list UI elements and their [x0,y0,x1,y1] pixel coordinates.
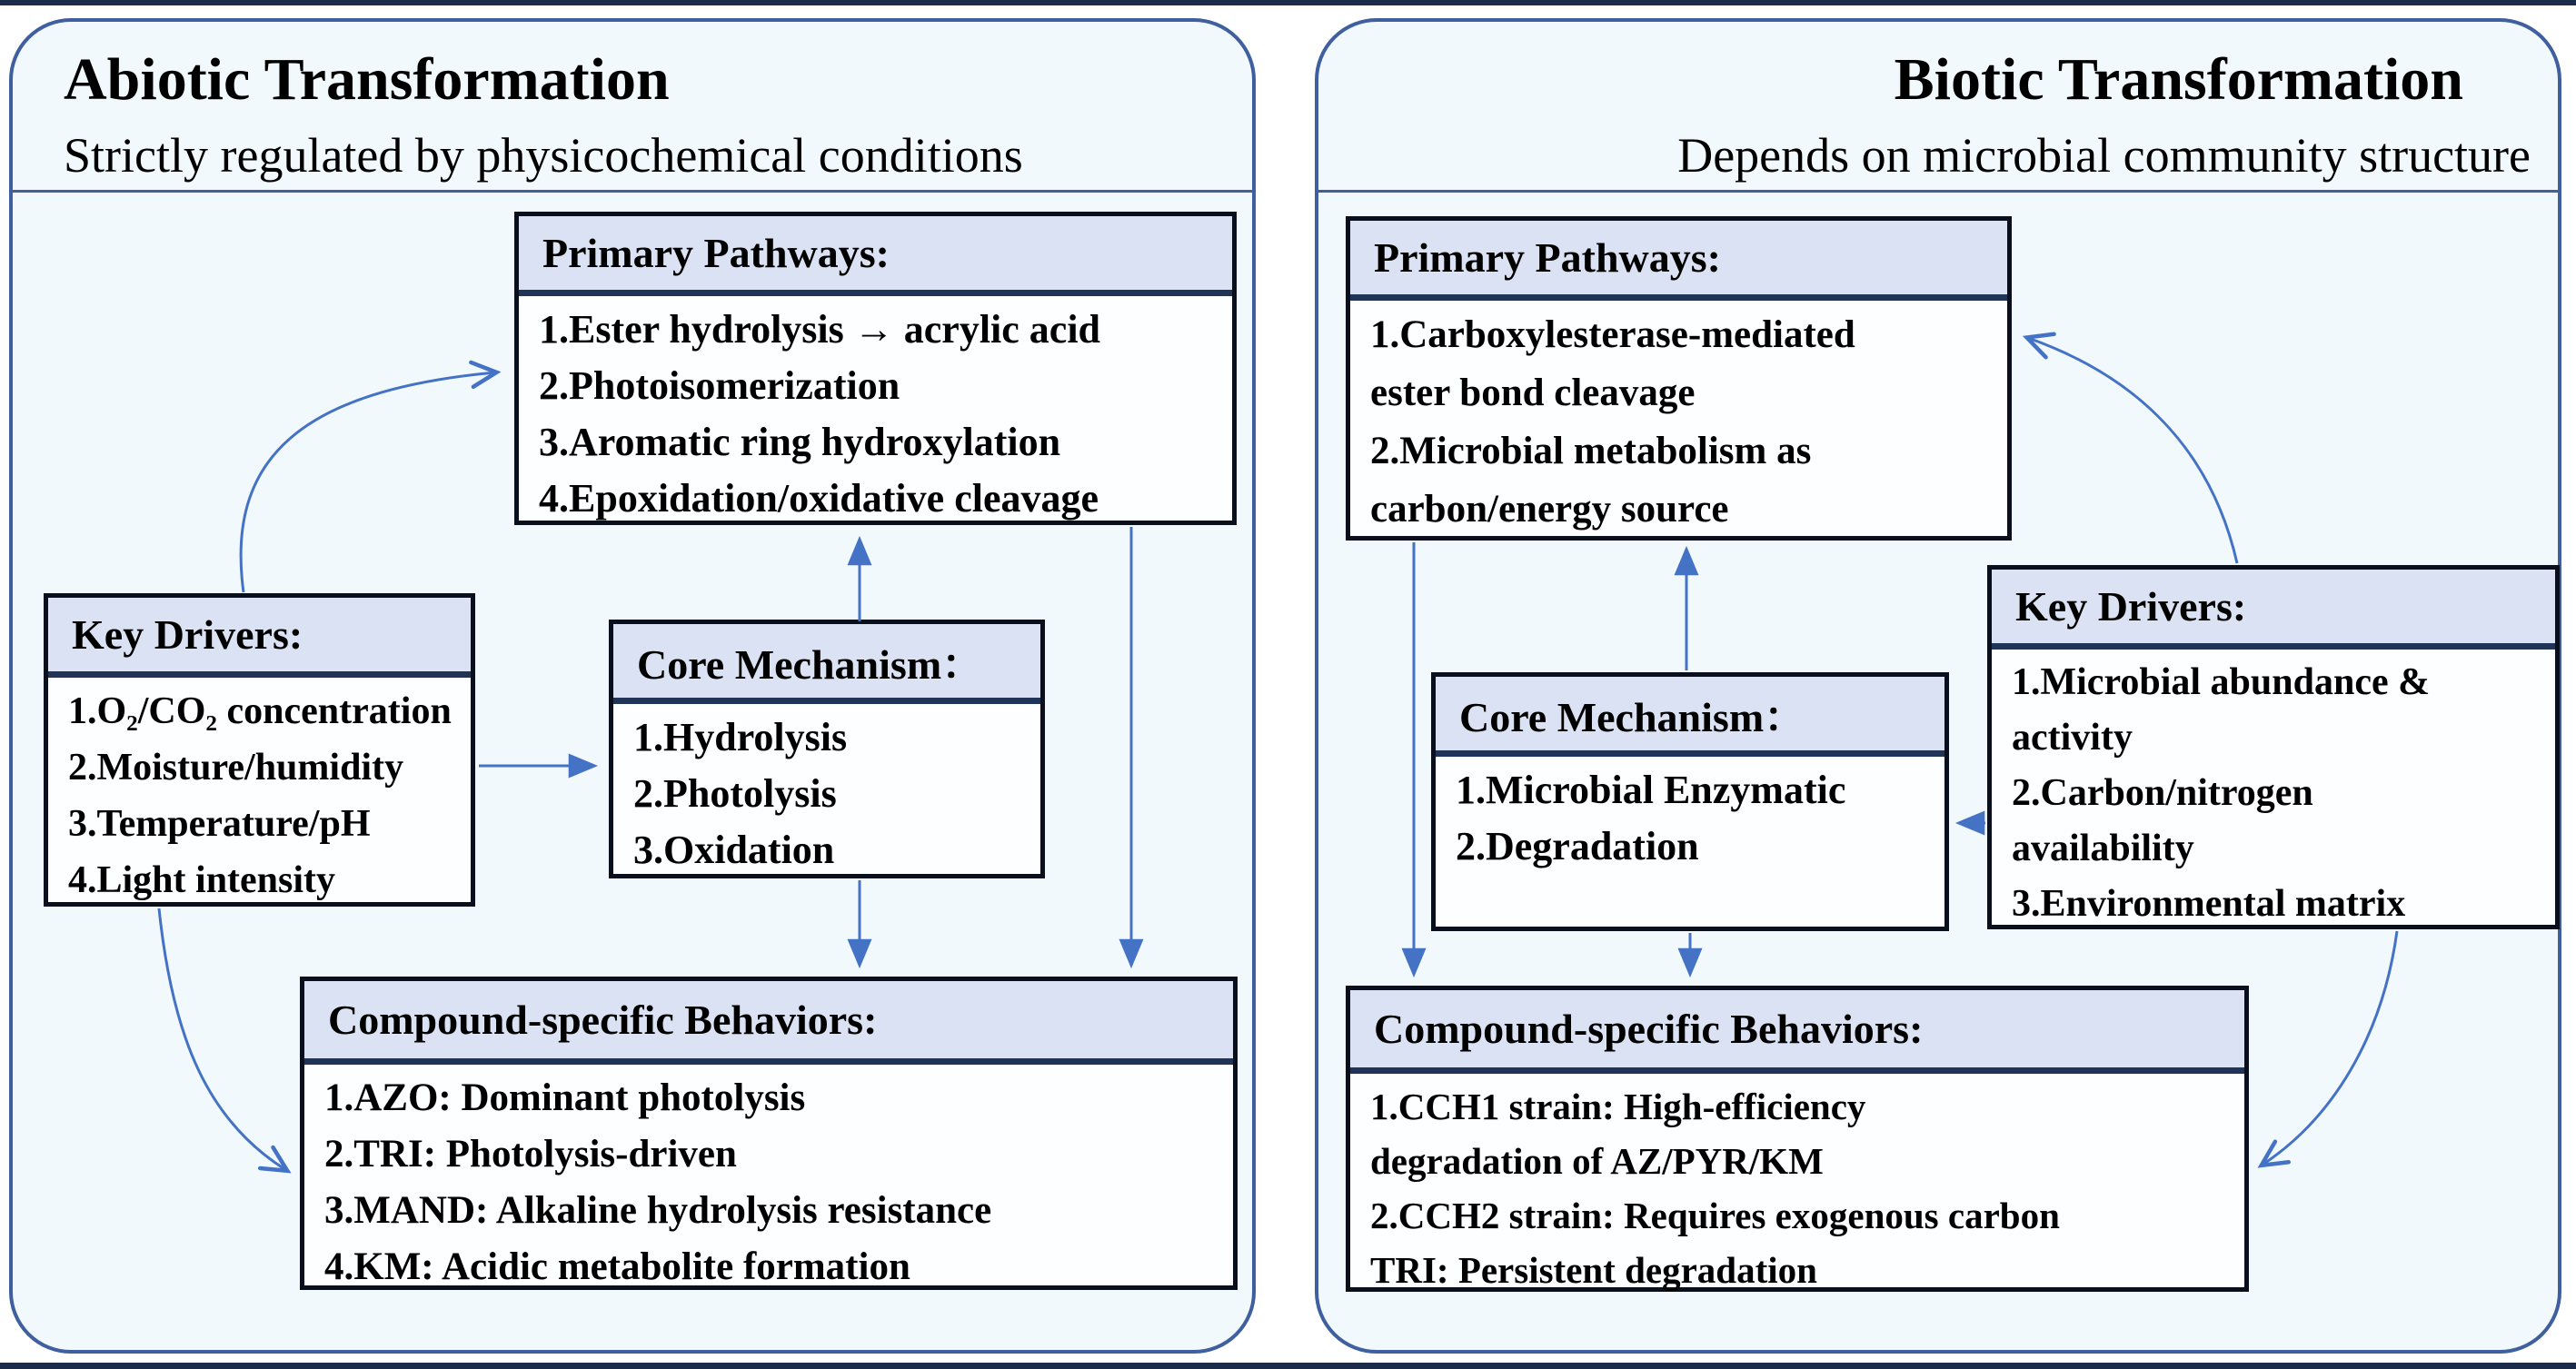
biotic-primary-pathways-box [1346,216,2012,541]
biotic-key-drivers-header: Key Drivers: [1992,570,2555,650]
abiotic-key-drivers-box [44,593,475,907]
list-item: 3.Temperature/pH [68,803,371,845]
biotic-key-drivers-body [1992,650,2555,932]
abiotic-primary-pathways-header: Primary Pathways: [519,216,1232,296]
top-frame-line [0,0,2576,5]
panel-biotic-divider [1315,190,2561,193]
list-item: 4.KM: Acidic metabolite formation [324,1245,910,1288]
abiotic-primary-pathways-box [514,212,1237,525]
list-item: 3.Environmental matrix [2012,883,2406,925]
list-item: 4.Light intensity [68,859,336,901]
list-item: 2.Microbial metabolism as [1370,430,1812,472]
abiotic-core-mechanism-body [613,704,1040,878]
list-item: 2.Carbon/nitrogen [2012,772,2313,814]
biotic-core-mechanism-body [1436,757,1944,927]
list-item: 1.AZO: Dominant photolysis [324,1076,806,1119]
list-item: carbon/energy source [1370,488,1729,531]
abiotic-key-drivers-body [48,678,471,908]
list-item: 2.TRI: Photolysis-driven [324,1133,737,1176]
biotic-key-drivers-box [1987,565,2560,929]
list-item: 1.Hydrolysis [633,715,848,759]
abiotic-core-mechanism-header: Core Mechanism： [613,624,1040,704]
list-item: 2.Photoisomerization [539,363,900,408]
list-item: 1.Microbial Enzymatic [1456,768,1846,812]
panel-abiotic-title: Abiotic Transformation [64,46,670,113]
list-item: 2.CCH2 strain: Requires exogenous carbon [1370,1195,2060,1236]
panel-abiotic-divider [9,190,1256,193]
panel-abiotic-subtitle: Strictly regulated by physicochemical conditions [64,128,1023,183]
list-item: ester bond cleavage [1370,372,1696,414]
list-item: activity [2012,717,2133,759]
list-item: 2.Moisture/humidity [68,747,404,789]
biotic-compound-behaviors-header: Compound-specific Behaviors: [1350,990,2244,1074]
list-item: TRI: Persistent degradation [1370,1249,1817,1291]
abiotic-core-mechanism-box [609,620,1045,878]
biotic-compound-behaviors-body [1350,1074,2244,1297]
list-item: degradation of AZ/PYR/KM [1370,1140,1824,1182]
list-item: 3.MAND: Alkaline hydrolysis resistance [324,1189,992,1232]
list-item: 2.Photolysis [633,771,837,816]
abiotic-compound-behaviors-body [304,1065,1233,1295]
biotic-primary-pathways-header: Primary Pathways: [1350,221,2007,301]
list-item: 1.Ester hydrolysis → acrylic acid [539,307,1101,352]
biotic-primary-pathways-body [1350,301,2007,539]
list-item: 3.Aromatic ring hydroxylation [539,420,1061,464]
panel-biotic-title: Biotic Transformation [1894,46,2463,113]
abiotic-compound-behaviors-header: Compound-specific Behaviors: [304,981,1233,1065]
abiotic-primary-pathways-body [519,296,1232,527]
abiotic-compound-behaviors-box [300,977,1238,1290]
list-item: 2.Degradation [1456,824,1699,868]
bottom-frame-line [0,1363,2576,1369]
list-item: 1.Microbial abundance & [2012,661,2431,703]
list-item: 3.Oxidation [633,828,835,872]
biotic-compound-behaviors-box [1346,986,2249,1292]
list-item: 1.Carboxylesterase-mediated [1370,313,1855,356]
biotic-core-mechanism-header: Core Mechanism： [1436,677,1944,757]
list-item: 1.O₂/CO₂ concentration [68,690,452,732]
list-item: 1.CCH1 strain: High-efficiency [1370,1086,1866,1127]
list-item: 4.Epoxidation/oxidative cleavage [539,476,1099,521]
panel-biotic-subtitle: Depends on microbial community structure [1677,128,2531,183]
list-item: availability [2012,828,2194,869]
abiotic-key-drivers-header: Key Drivers: [48,598,471,678]
biotic-core-mechanism-box [1431,672,1949,931]
